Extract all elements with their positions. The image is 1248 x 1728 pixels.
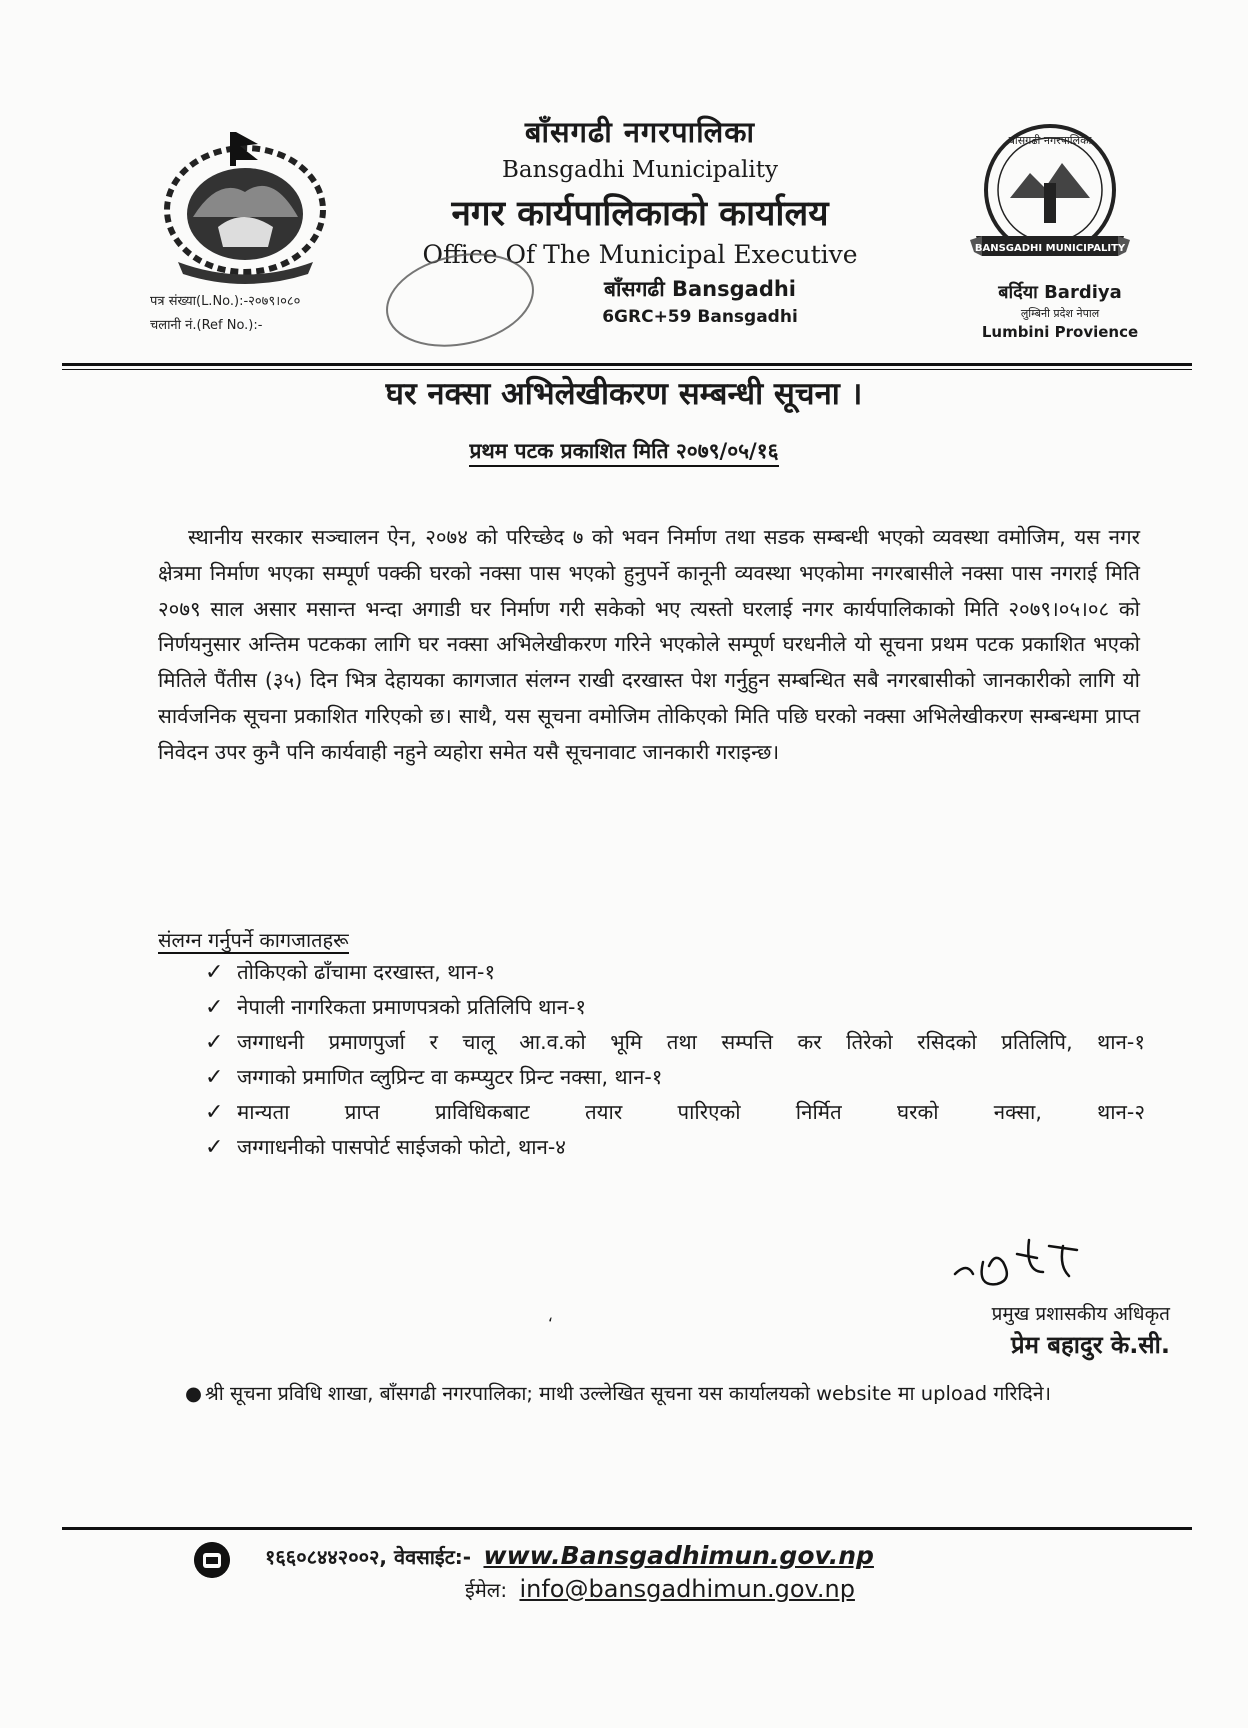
handwritten-signature <box>945 1232 1145 1302</box>
email-label: ईमेल: <box>465 1578 508 1602</box>
enclosures-heading-text: संलग्न गर्नुपर्ने कागजातहरू <box>158 928 349 952</box>
list-item-text: मान्यता प्राप्त प्राविधिकबाट तयार पारिएको निर्मित घरको नक्सा, थान-२ <box>237 1100 1145 1124</box>
footer-contact <box>265 1541 874 1570</box>
signatory <box>890 1300 1170 1361</box>
footer-email <box>465 1575 855 1603</box>
stray-mark: ‘ <box>548 1314 554 1333</box>
check-icon: ✓ <box>205 1030 224 1055</box>
check-icon: ✓ <box>205 1065 224 1090</box>
letter-number: पत्र संख्या(L.No.):-२०७९।०८० <box>150 294 301 309</box>
province-np: लुम्बिनी प्रदेश नेपाल <box>1020 307 1100 320</box>
notice-body: स्थानीय सरकार सञ्चालन ऐन, २०७४ को परिच्छेद ७ को भवन निर्माण तथा सडक सम्बन्धी भएको व्यवस्था वमोजिम, यस नगर क्षेत्रमा निर्माण भएका सम्पूर्ण पक्की घरको नक्सा पास भएको हुनुपर्ने कानूनी व्यवस्था भएकोमा नगरबासीले नक्सा पास नगराई मिति २०७९ साल असार मसान्त भन्दा अगाडी घर निर्माण गरी सकेको भए त्यस्तो घरलाई नगर कार्यपालिकाको मिति २०७९।०५।०८ को निर्णयनुसार अन्तिम पटकका लागि घर नक्सा अभिलेखीकरण गरिने भएकोले सम्पूर्ण घरधनीले यो सूचना प्रथम पटक प्रकाशित भएको मितिले पैंतीस (३५) दिन भित्र देहायका कागजात संलग्न राखी दरखास्त पेश गर्नुहुन सम्बन्धित सबै नगरबासीको जानकारीको लागि यो सार्वजनिक सूचना प्रकाशित गरिएको छ। साथै, यस सूचना वमोजिम तोकिएको मिति पछि घरको नक्सा अभिलेखीकरण सम्बन्धमा प्राप्त निवेदन उपर कुनै पनि कार्यवाही नहुने व्यहोरा समेत यसै सूचनावाट जानकारी गराइन्छ। <box>158 525 1140 764</box>
municipality-name-en: Bansgadhi Municipality <box>501 157 779 183</box>
signatory-title: प्रमुख प्रशासकीय अधिकृत <box>991 1303 1170 1325</box>
bullet-icon: ● <box>185 1382 203 1405</box>
list-item <box>205 1095 1145 1130</box>
header-divider-thin <box>62 369 1192 370</box>
list-item <box>205 990 1145 1025</box>
signatory-name: प्रेम बहादुर के.सी. <box>1010 1331 1170 1359</box>
email-link[interactable]: info@bansgadhimun.gov.np <box>519 1575 855 1603</box>
check-icon: ✓ <box>205 1100 224 1125</box>
list-item <box>205 1130 1145 1165</box>
municipality-name-np: बाँसगढी नगरपालिका <box>524 115 756 149</box>
nepal-emblem-logo <box>148 122 343 287</box>
ref-number: चलानी नं.(Ref No.):- <box>150 318 263 333</box>
list-item-text: जग्गाधनीको पासपोर्ट साईजको फोटो, थान-४ <box>237 1135 566 1159</box>
province-en: Lumbini Provience <box>981 323 1139 341</box>
list-item-text: नेपाली नागरिकता प्रमाणपत्रको प्रतिलिपि थान-१ <box>237 995 586 1019</box>
seal-banner-text: BANSGADHI MUNICIPALITY <box>974 243 1126 254</box>
municipality-seal-logo <box>970 118 1130 278</box>
phone-and-website-label: १६६०८४४२००२, वेवसाईट:- <box>265 1545 472 1569</box>
district-name: बर्दिया Bardiya <box>998 282 1122 303</box>
check-icon: ✓ <box>205 960 224 985</box>
notice-title: घर नक्सा अभिलेखीकरण सम्बन्धी सूचना । <box>385 376 863 412</box>
publish-date-text: प्रथम पटक प्रकाशित मिति २०७९/०५/१६ <box>469 439 778 467</box>
cc-note <box>185 1376 1180 1412</box>
header-divider <box>62 363 1192 366</box>
check-icon: ✓ <box>205 995 224 1020</box>
list-item-text: तोकिएको ढाँचामा दरखास्त, थान-१ <box>237 960 496 984</box>
footer-divider <box>62 1527 1192 1530</box>
district-info <box>960 280 1160 341</box>
reference-numbers <box>150 290 300 338</box>
enclosures-heading <box>158 926 349 953</box>
list-item <box>205 955 1145 990</box>
plus-code: 6GRC+59 Bansgadhi <box>602 307 798 327</box>
office-stamp <box>380 248 540 348</box>
enclosure-list <box>205 955 1145 1165</box>
office-name-en: Office Of The Municipal Executive <box>422 240 858 269</box>
list-item-text: जग्गाको प्रमाणित व्लुप्रिन्ट वा कम्प्युटर प्रिन्ट नक्सा, थान-१ <box>237 1065 663 1089</box>
publish-date <box>0 437 1248 465</box>
office-name-np: नगर कार्यपालिकाको कार्यालय <box>451 194 829 234</box>
check-icon: ✓ <box>205 1135 224 1160</box>
list-item <box>205 1025 1145 1060</box>
website-link[interactable]: www.Bansgadhimun.gov.np <box>483 1541 874 1570</box>
cc-note-text: श्री सूचना प्रविधि शाखा, बाँसगढी नगरपालिका; माथी उल्लेखित सूचना यस कार्यालयको website मा upload गरिदिने। <box>205 1382 1051 1405</box>
office-address: बाँसगढी Bansgadhi <box>603 277 797 301</box>
phone-icon <box>194 1542 230 1578</box>
seal-top-text: बाँसगढी नगरपालिका <box>1008 134 1092 147</box>
list-item <box>205 1060 1145 1095</box>
list-item-text: जग्गाधनी प्रमाणपुर्जा र चालू आ.व.को भूमि तथा सम्पत्ति कर तिरेको रसिदको प्रतिलिपि, थान-१ <box>237 1030 1145 1054</box>
